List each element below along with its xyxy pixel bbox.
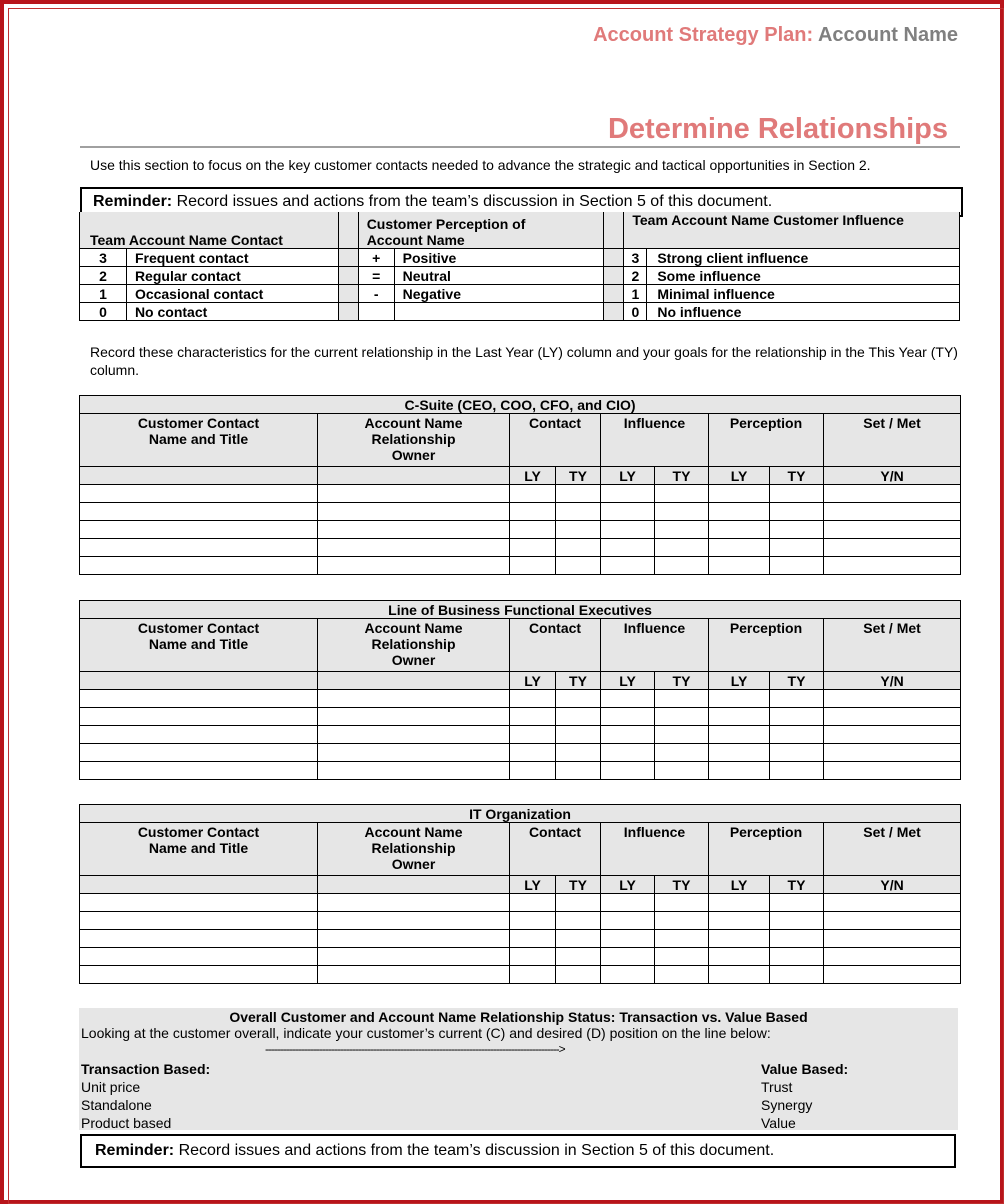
subheader-ty: TY bbox=[556, 876, 601, 894]
entry-cell[interactable] bbox=[655, 690, 709, 708]
entry-cell[interactable] bbox=[824, 894, 961, 912]
subheader-empty bbox=[80, 876, 318, 894]
entry-cell[interactable] bbox=[318, 539, 510, 557]
header-perception: Perception bbox=[709, 619, 824, 672]
header-owner: Account Name Relationship Owner bbox=[318, 619, 510, 672]
perception-code-empty bbox=[358, 303, 394, 321]
value-item: Trust bbox=[761, 1079, 793, 1095]
entry-cell[interactable] bbox=[655, 744, 709, 762]
header-contact: Contact bbox=[510, 414, 601, 467]
legend-spacer bbox=[604, 249, 624, 267]
perception-code: - bbox=[358, 285, 394, 303]
entry-cell[interactable] bbox=[510, 930, 556, 948]
entry-cell[interactable] bbox=[824, 503, 961, 521]
table-row bbox=[80, 503, 961, 521]
table-row bbox=[80, 912, 961, 930]
entry-cell[interactable] bbox=[556, 539, 601, 557]
entry-cell[interactable] bbox=[510, 726, 556, 744]
entry-cell[interactable] bbox=[824, 930, 961, 948]
entry-cell[interactable] bbox=[709, 726, 770, 744]
influence-code: 0 bbox=[624, 303, 647, 321]
entry-cell[interactable] bbox=[709, 930, 770, 948]
entry-cell[interactable] bbox=[556, 485, 601, 503]
header-contact: Contact bbox=[510, 823, 601, 876]
influence-label: Minimal influence bbox=[647, 285, 960, 303]
entry-cell[interactable] bbox=[601, 948, 655, 966]
entry-cell[interactable] bbox=[318, 726, 510, 744]
entry-cell[interactable] bbox=[80, 485, 318, 503]
entry-cell[interactable] bbox=[556, 690, 601, 708]
entry-cell[interactable] bbox=[556, 708, 601, 726]
legend-influence-header: Team Account Name Customer Influence bbox=[624, 212, 960, 249]
entry-cell[interactable] bbox=[318, 708, 510, 726]
entry-cell[interactable] bbox=[824, 539, 961, 557]
perception-label: Positive bbox=[394, 249, 604, 267]
entry-cell[interactable] bbox=[770, 744, 824, 762]
subheader-empty bbox=[80, 672, 318, 690]
table-row bbox=[80, 726, 961, 744]
legend-spacer bbox=[338, 285, 358, 303]
entry-cell[interactable] bbox=[601, 690, 655, 708]
entry-cell[interactable] bbox=[80, 708, 318, 726]
entry-cell[interactable] bbox=[709, 690, 770, 708]
header-contact-name: Customer Contact Name and Title bbox=[80, 619, 318, 672]
entry-cell[interactable] bbox=[770, 948, 824, 966]
table-row bbox=[80, 966, 961, 984]
influence-code: 2 bbox=[624, 267, 647, 285]
subheader-ly: LY bbox=[709, 672, 770, 690]
entry-cell[interactable] bbox=[709, 894, 770, 912]
perception-label: Negative bbox=[394, 285, 604, 303]
reminder-text: Record issues and actions from the team’s discussion in Section 5 of this document. bbox=[178, 1142, 775, 1159]
entry-cell[interactable] bbox=[318, 744, 510, 762]
subheader-empty bbox=[80, 467, 318, 485]
subheader-ty: TY bbox=[770, 876, 824, 894]
legend-spacer bbox=[338, 212, 358, 249]
entry-cell[interactable] bbox=[318, 690, 510, 708]
entry-cell[interactable] bbox=[655, 708, 709, 726]
contact-code: 2 bbox=[80, 267, 127, 285]
entry-cell[interactable] bbox=[655, 485, 709, 503]
entry-cell[interactable] bbox=[655, 912, 709, 930]
entry-cell[interactable] bbox=[655, 503, 709, 521]
table-row bbox=[80, 521, 961, 539]
entry-cell[interactable] bbox=[770, 557, 824, 575]
overall-status-box bbox=[79, 1008, 958, 1130]
entry-cell[interactable] bbox=[601, 966, 655, 984]
entry-cell[interactable] bbox=[601, 762, 655, 780]
entry-cell[interactable] bbox=[770, 762, 824, 780]
relationship-table bbox=[79, 804, 961, 984]
entry-cell[interactable] bbox=[601, 894, 655, 912]
entry-cell[interactable] bbox=[655, 521, 709, 539]
entry-cell[interactable] bbox=[709, 539, 770, 557]
header-influence: Influence bbox=[601, 619, 709, 672]
table-row bbox=[80, 744, 961, 762]
table-row bbox=[80, 762, 961, 780]
legend-perception-header bbox=[358, 212, 604, 249]
entry-cell[interactable] bbox=[709, 521, 770, 539]
subheader-ly: LY bbox=[601, 467, 655, 485]
entry-cell[interactable] bbox=[510, 557, 556, 575]
subheader-ty: TY bbox=[770, 672, 824, 690]
legend-contact-header: Team Account Name Contact bbox=[80, 212, 339, 249]
overall-subtitle: Looking at the customer overall, indicate your customer’s current (C) and desired (D) position on the line below: bbox=[81, 1025, 771, 1041]
legend-row bbox=[80, 303, 960, 321]
subheader-ty: TY bbox=[556, 672, 601, 690]
entry-cell[interactable] bbox=[318, 521, 510, 539]
section-title-cell: C-Suite (CEO, COO, CFO, and CIO) bbox=[80, 396, 961, 414]
header-owner: Account Name Relationship Owner bbox=[318, 414, 510, 467]
entry-cell[interactable] bbox=[770, 894, 824, 912]
entry-cell[interactable] bbox=[824, 966, 961, 984]
entry-cell[interactable] bbox=[601, 744, 655, 762]
entry-cell[interactable] bbox=[510, 690, 556, 708]
entry-cell[interactable] bbox=[770, 966, 824, 984]
entry-cell[interactable] bbox=[510, 521, 556, 539]
subheader-ly: LY bbox=[510, 672, 556, 690]
table-row bbox=[80, 708, 961, 726]
entry-cell[interactable] bbox=[709, 708, 770, 726]
entry-cell[interactable] bbox=[510, 948, 556, 966]
entry-cell[interactable] bbox=[601, 521, 655, 539]
subheader-ly: LY bbox=[510, 876, 556, 894]
entry-cell[interactable] bbox=[556, 744, 601, 762]
perception-label: Neutral bbox=[394, 267, 604, 285]
entry-cell[interactable] bbox=[556, 930, 601, 948]
section-title-cell: IT Organization bbox=[80, 805, 961, 823]
entry-cell[interactable] bbox=[655, 539, 709, 557]
entry-cell[interactable] bbox=[770, 503, 824, 521]
entry-cell[interactable] bbox=[80, 521, 318, 539]
perception-code: + bbox=[358, 249, 394, 267]
reminder-label: Reminder: bbox=[95, 1142, 175, 1159]
entry-cell[interactable] bbox=[709, 503, 770, 521]
entry-cell[interactable] bbox=[770, 930, 824, 948]
account-name: Account Name bbox=[817, 24, 958, 46]
legend-spacer bbox=[604, 285, 624, 303]
entry-cell[interactable] bbox=[824, 485, 961, 503]
entry-cell[interactable] bbox=[80, 894, 318, 912]
title-rule bbox=[80, 146, 960, 148]
entry-cell[interactable] bbox=[601, 485, 655, 503]
entry-cell[interactable] bbox=[770, 539, 824, 557]
entry-cell[interactable] bbox=[824, 708, 961, 726]
entry-cell[interactable] bbox=[556, 557, 601, 575]
header-perception: Perception bbox=[709, 823, 824, 876]
transaction-item: Standalone bbox=[81, 1097, 152, 1113]
influence-label: No influence bbox=[647, 303, 960, 321]
entry-cell[interactable] bbox=[80, 966, 318, 984]
page-header bbox=[593, 24, 958, 47]
header-contact: Contact bbox=[510, 619, 601, 672]
subheader-ty: TY bbox=[556, 467, 601, 485]
value-column bbox=[761, 1060, 848, 1132]
transaction-column bbox=[81, 1060, 210, 1132]
overall-title: Overall Customer and Account Name Relationship Status: Transaction vs. Value Based bbox=[229, 1009, 808, 1025]
entry-cell[interactable] bbox=[655, 966, 709, 984]
entry-cell[interactable] bbox=[770, 521, 824, 539]
header-owner: Account Name Relationship Owner bbox=[318, 823, 510, 876]
value-item: Value bbox=[761, 1115, 796, 1131]
subheader-ty: TY bbox=[655, 467, 709, 485]
value-title: Value Based: bbox=[761, 1061, 849, 1077]
subheader-empty bbox=[318, 672, 510, 690]
legend-table bbox=[79, 212, 960, 321]
entry-cell[interactable] bbox=[510, 744, 556, 762]
entry-cell[interactable] bbox=[601, 557, 655, 575]
entry-cell[interactable] bbox=[655, 726, 709, 744]
entry-cell[interactable] bbox=[80, 948, 318, 966]
table-row bbox=[80, 690, 961, 708]
subheader-yn: Y/N bbox=[824, 467, 961, 485]
table-row bbox=[80, 539, 961, 557]
entry-cell[interactable] bbox=[601, 726, 655, 744]
subheader-ty: TY bbox=[655, 672, 709, 690]
header-influence: Influence bbox=[601, 414, 709, 467]
entry-cell[interactable] bbox=[601, 930, 655, 948]
perception-code: = bbox=[358, 267, 394, 285]
entry-cell[interactable] bbox=[80, 912, 318, 930]
legend-perception-header-line2: Account Name bbox=[366, 232, 465, 248]
entry-cell[interactable] bbox=[510, 539, 556, 557]
entry-cell[interactable] bbox=[770, 708, 824, 726]
influence-code: 1 bbox=[624, 285, 647, 303]
subheader-ly: LY bbox=[601, 876, 655, 894]
legend-spacer bbox=[338, 249, 358, 267]
record-note: Record these characteristics for the current relationship in the Last Year (LY) column and your goals for the relationship in the This Year (TY) column. bbox=[90, 344, 958, 378]
entry-cell[interactable] bbox=[510, 762, 556, 780]
entry-cell[interactable] bbox=[318, 485, 510, 503]
entry-cell[interactable] bbox=[824, 521, 961, 539]
entry-cell[interactable] bbox=[709, 912, 770, 930]
entry-cell[interactable] bbox=[601, 503, 655, 521]
legend-spacer bbox=[604, 303, 624, 321]
entry-cell[interactable] bbox=[709, 744, 770, 762]
legend-row bbox=[80, 285, 960, 303]
subheader-yn: Y/N bbox=[824, 876, 961, 894]
legend-spacer bbox=[338, 267, 358, 285]
entry-cell[interactable] bbox=[80, 744, 318, 762]
entry-cell[interactable] bbox=[510, 912, 556, 930]
entry-cell[interactable] bbox=[709, 557, 770, 575]
entry-cell[interactable] bbox=[824, 744, 961, 762]
entry-cell[interactable] bbox=[556, 912, 601, 930]
entry-cell[interactable] bbox=[601, 539, 655, 557]
entry-cell[interactable] bbox=[80, 762, 318, 780]
entry-cell[interactable] bbox=[824, 762, 961, 780]
header-perception: Perception bbox=[709, 414, 824, 467]
subheader-empty bbox=[318, 876, 510, 894]
entry-cell[interactable] bbox=[318, 912, 510, 930]
subheader-ty: TY bbox=[655, 876, 709, 894]
entry-cell[interactable] bbox=[510, 966, 556, 984]
entry-cell[interactable] bbox=[80, 726, 318, 744]
entry-cell[interactable] bbox=[556, 726, 601, 744]
influence-label: Strong client influence bbox=[647, 249, 960, 267]
header-contact-name: Customer Contact Name and Title bbox=[80, 823, 318, 876]
entry-cell[interactable] bbox=[770, 485, 824, 503]
relationship-table bbox=[79, 600, 961, 780]
entry-cell[interactable] bbox=[655, 557, 709, 575]
entry-cell[interactable] bbox=[556, 948, 601, 966]
header-contact-name: Customer Contact Name and Title bbox=[80, 414, 318, 467]
header-set-met: Set / Met bbox=[824, 414, 961, 467]
entry-cell[interactable] bbox=[556, 894, 601, 912]
entry-cell[interactable] bbox=[770, 912, 824, 930]
entry-cell[interactable] bbox=[709, 762, 770, 780]
influence-code: 3 bbox=[624, 249, 647, 267]
entry-cell[interactable] bbox=[770, 726, 824, 744]
table-row bbox=[80, 485, 961, 503]
entry-cell[interactable] bbox=[655, 762, 709, 780]
legend-row bbox=[80, 267, 960, 285]
entry-cell[interactable] bbox=[80, 557, 318, 575]
relationship-table bbox=[79, 395, 961, 575]
subheader-ly: LY bbox=[709, 876, 770, 894]
subheader-ly: LY bbox=[510, 467, 556, 485]
entry-cell[interactable] bbox=[655, 948, 709, 966]
influence-label: Some influence bbox=[647, 267, 960, 285]
legend-spacer bbox=[604, 267, 624, 285]
legend-spacer bbox=[338, 303, 358, 321]
header-influence: Influence bbox=[601, 823, 709, 876]
header-set-met: Set / Met bbox=[824, 823, 961, 876]
contact-label: Frequent contact bbox=[126, 249, 338, 267]
reminder-box-bottom bbox=[80, 1134, 956, 1168]
contact-code: 3 bbox=[80, 249, 127, 267]
entry-cell[interactable] bbox=[318, 762, 510, 780]
entry-cell[interactable] bbox=[601, 708, 655, 726]
table-row bbox=[80, 948, 961, 966]
entry-cell[interactable] bbox=[556, 503, 601, 521]
entry-cell[interactable] bbox=[318, 966, 510, 984]
plan-label: Account Strategy Plan: bbox=[593, 24, 814, 46]
entry-cell[interactable] bbox=[824, 726, 961, 744]
value-item: Synergy bbox=[761, 1097, 813, 1113]
entry-cell[interactable] bbox=[80, 503, 318, 521]
section-title-cell: Line of Business Functional Executives bbox=[80, 601, 961, 619]
reminder-label: Reminder: bbox=[93, 193, 173, 210]
table-row bbox=[80, 557, 961, 575]
entry-cell[interactable] bbox=[318, 894, 510, 912]
entry-cell[interactable] bbox=[556, 762, 601, 780]
entry-cell[interactable] bbox=[318, 557, 510, 575]
transaction-item: Unit price bbox=[81, 1079, 141, 1095]
entry-cell[interactable] bbox=[318, 948, 510, 966]
legend-row bbox=[80, 249, 960, 267]
section-title: Determine Relationships bbox=[607, 113, 948, 145]
entry-cell[interactable] bbox=[709, 485, 770, 503]
entry-cell[interactable] bbox=[510, 485, 556, 503]
contact-label: No contact bbox=[126, 303, 338, 321]
legend-perception-header-line1: Customer Perception of bbox=[366, 216, 526, 232]
entry-cell[interactable] bbox=[510, 503, 556, 521]
contact-label: Regular contact bbox=[126, 267, 338, 285]
intro-text: Use this section to focus on the key customer contacts needed to advance the strategic and tactical opportunities in Section 2. bbox=[90, 157, 871, 173]
entry-cell[interactable] bbox=[510, 708, 556, 726]
entry-cell[interactable] bbox=[709, 966, 770, 984]
table-row bbox=[80, 930, 961, 948]
entry-cell[interactable] bbox=[80, 930, 318, 948]
entry-cell[interactable] bbox=[80, 690, 318, 708]
reminder-text: Record issues and actions from the team’s discussion in Section 5 of this document. bbox=[176, 193, 773, 210]
subheader-yn: Y/N bbox=[824, 672, 961, 690]
contact-label: Occasional contact bbox=[126, 285, 338, 303]
entry-cell[interactable] bbox=[655, 894, 709, 912]
subheader-ly: LY bbox=[709, 467, 770, 485]
entry-cell[interactable] bbox=[824, 557, 961, 575]
legend-spacer bbox=[604, 212, 624, 249]
entry-cell[interactable] bbox=[824, 912, 961, 930]
entry-cell[interactable] bbox=[601, 912, 655, 930]
header-set-met: Set / Met bbox=[824, 619, 961, 672]
entry-cell[interactable] bbox=[80, 539, 318, 557]
entry-cell[interactable] bbox=[655, 930, 709, 948]
contact-code: 0 bbox=[80, 303, 127, 321]
entry-cell[interactable] bbox=[556, 966, 601, 984]
transaction-item: Product based bbox=[81, 1115, 172, 1131]
entry-cell[interactable] bbox=[318, 930, 510, 948]
entry-cell[interactable] bbox=[824, 948, 961, 966]
entry-cell[interactable] bbox=[824, 690, 961, 708]
table-row bbox=[80, 894, 961, 912]
entry-cell[interactable] bbox=[318, 503, 510, 521]
entry-cell[interactable] bbox=[770, 690, 824, 708]
entry-cell[interactable] bbox=[709, 948, 770, 966]
entry-cell[interactable] bbox=[510, 894, 556, 912]
subheader-empty bbox=[318, 467, 510, 485]
subheader-ty: TY bbox=[770, 467, 824, 485]
perception-label-empty bbox=[394, 303, 604, 321]
contact-code: 1 bbox=[80, 285, 127, 303]
transaction-title: Transaction Based: bbox=[81, 1061, 211, 1077]
entry-cell[interactable] bbox=[556, 521, 601, 539]
position-line[interactable]: --------------------------------------------------------------------------------------------------> bbox=[265, 1042, 565, 1056]
subheader-ly: LY bbox=[601, 672, 655, 690]
